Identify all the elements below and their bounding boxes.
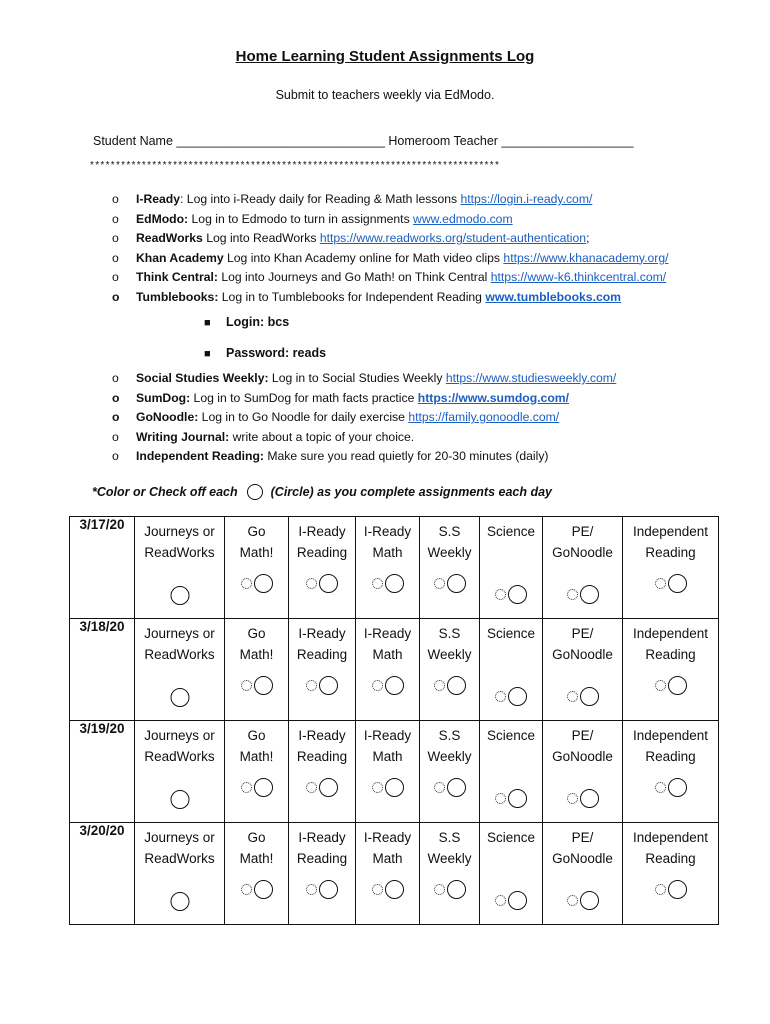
checkbox-circle-icon[interactable]	[434, 574, 466, 593]
bullet-icon: o	[112, 429, 119, 444]
assignment-cell	[623, 619, 719, 721]
list-item	[112, 249, 752, 269]
circle-icon	[385, 880, 404, 899]
assignment-cell	[356, 823, 420, 925]
assignment-cell	[356, 619, 420, 721]
resource-name: EdModo:	[136, 211, 189, 226]
assignment-cell	[543, 823, 623, 925]
table-row	[70, 721, 719, 823]
assignment-cell	[225, 517, 289, 619]
resource-list-top	[112, 190, 752, 308]
assignment-label: Journeys or ReadWorks	[144, 524, 215, 560]
tumblebooks-login	[204, 315, 289, 329]
assignment-label: PE/ GoNoodle	[552, 524, 613, 560]
dotted-circle-icon	[655, 578, 666, 589]
dotted-circle-icon	[434, 578, 445, 589]
dotted-circle-icon	[495, 793, 506, 804]
checkbox-circle-icon[interactable]	[567, 687, 599, 706]
circle-icon	[319, 676, 338, 695]
dotted-circle-icon	[372, 782, 383, 793]
assignment-cell	[480, 517, 543, 619]
checkbox-circle-icon[interactable]	[241, 880, 273, 899]
list-item	[112, 190, 752, 210]
resource-name: Writing Journal:	[136, 429, 230, 444]
dotted-circle-icon	[567, 793, 578, 804]
assignment-cell	[420, 721, 480, 823]
date-cell: 3/17/20	[70, 517, 135, 619]
dotted-circle-icon	[306, 578, 317, 589]
resource-name: Think Central:	[136, 270, 218, 285]
resource-name: Tumblebooks:	[136, 289, 219, 304]
assignment-label: Journeys or ReadWorks	[144, 830, 215, 866]
tumblebooks-login-text: Login: bcs	[226, 315, 290, 329]
resource-description: Log in to Edmodo to turn in assignments	[188, 211, 414, 226]
circle-icon	[668, 676, 687, 695]
bullet-icon: o	[112, 371, 119, 385]
assignment-cell	[480, 721, 543, 823]
resource-link[interactable]: https://login.i-ready.com/	[460, 192, 593, 206]
checkbox-circle-icon[interactable]	[372, 880, 404, 899]
resource-link[interactable]: https://www.sumdog.com/	[417, 390, 569, 405]
assignment-label: Go Math!	[239, 524, 274, 560]
dotted-circle-icon	[495, 589, 506, 600]
resource-description: : Log into i-Ready daily for Reading & Math lessons	[180, 192, 461, 206]
assignment-cell	[543, 721, 623, 823]
assignment-label: I-Ready Math	[363, 626, 412, 662]
dotted-circle-icon	[567, 691, 578, 702]
checkbox-circle-icon[interactable]	[372, 778, 404, 797]
dotted-circle-icon	[372, 884, 383, 895]
date-cell: 3/19/20	[70, 721, 135, 823]
bullet-icon: o	[112, 390, 120, 405]
assignment-label: I-Ready Math	[363, 524, 412, 560]
circle-icon	[447, 676, 466, 695]
assignment-cell	[225, 619, 289, 721]
assignment-label: Go Math!	[239, 626, 274, 662]
resource-link[interactable]: https://www.khanacademy.org/	[503, 250, 669, 265]
checkbox-circle-icon[interactable]	[495, 789, 527, 808]
date-cell: 3/18/20	[70, 619, 135, 721]
resource-link[interactable]: https://www-k6.thinkcentral.com/	[490, 270, 667, 285]
dotted-circle-icon	[495, 895, 506, 906]
circle-icon	[580, 585, 599, 604]
checkbox-circle-icon[interactable]	[655, 676, 687, 695]
tumblebooks-password-text: Password: reads	[226, 346, 327, 360]
list-item	[112, 229, 752, 249]
checkbox-circle-icon[interactable]	[567, 585, 599, 604]
list-item	[112, 288, 752, 308]
page-subtitle: Submit to teachers weekly via EdModo.	[275, 88, 495, 102]
resource-name: Khan Academy	[136, 250, 224, 265]
assignment-cell	[623, 517, 719, 619]
tumblebooks-password	[204, 346, 326, 360]
circle-icon	[385, 676, 404, 695]
checkbox-circle-icon[interactable]	[241, 778, 273, 797]
list-item	[112, 428, 752, 448]
assignment-label: Science	[486, 728, 536, 743]
assignment-cell	[356, 721, 420, 823]
checkbox-circle-icon[interactable]	[170, 892, 189, 911]
dotted-circle-icon	[567, 589, 578, 600]
assignment-label: Independent Reading	[632, 830, 709, 866]
assignment-label: I-Ready Reading	[296, 830, 348, 866]
page-title: Home Learning Student Assignments Log	[235, 48, 535, 65]
assignment-cell	[623, 721, 719, 823]
dotted-circle-icon	[241, 782, 252, 793]
checkbox-circle-icon[interactable]	[567, 891, 599, 910]
dotted-circle-icon	[306, 782, 317, 793]
bullet-icon: o	[112, 289, 120, 304]
table-row	[70, 517, 719, 619]
dotted-circle-icon	[306, 680, 317, 691]
divider-stars: *******************************************************************************	[90, 160, 501, 171]
circle-icon	[447, 778, 466, 797]
assignment-label: PE/ GoNoodle	[552, 830, 613, 866]
circle-icon	[319, 574, 338, 593]
dotted-circle-icon	[434, 782, 445, 793]
circle-icon	[447, 574, 466, 593]
assignment-cell	[420, 619, 480, 721]
assignment-label: Journeys or ReadWorks	[144, 728, 215, 764]
assignment-cell	[420, 823, 480, 925]
assignment-cell	[356, 517, 420, 619]
checkbox-circle-icon[interactable]	[495, 891, 527, 910]
bullet-icon: o	[112, 410, 120, 425]
assignment-label: S.S Weekly	[427, 830, 472, 866]
checkbox-circle-icon[interactable]	[434, 778, 466, 797]
assignment-label: I-Ready Math	[363, 830, 412, 866]
circle-icon	[447, 880, 466, 899]
list-item	[112, 447, 752, 467]
circle-icon	[254, 574, 273, 593]
resource-description: Log in to Go Noodle for daily exercise	[198, 410, 409, 425]
square-bullet-icon: ■	[204, 348, 211, 360]
assignment-cell	[543, 517, 623, 619]
dotted-circle-icon	[306, 884, 317, 895]
assignment-label: Science	[486, 626, 536, 641]
assignment-cell	[420, 517, 480, 619]
dotted-circle-icon	[567, 895, 578, 906]
resource-name: ReadWorks	[136, 231, 203, 246]
resource-description: write about a topic of your choice.	[229, 429, 415, 444]
resource-list-bottom	[112, 369, 752, 467]
assignment-label: Go Math!	[239, 830, 274, 866]
assignment-cell	[135, 721, 225, 823]
checkbox-circle-icon[interactable]	[170, 688, 189, 707]
circle-icon	[247, 484, 263, 500]
assignment-label: S.S Weekly	[427, 524, 472, 560]
assignment-cell	[135, 517, 225, 619]
circle-icon	[254, 778, 273, 797]
circle-icon	[508, 585, 527, 604]
assignment-cell	[135, 619, 225, 721]
assignment-cell	[289, 517, 356, 619]
checkbox-circle-icon[interactable]	[241, 574, 273, 593]
checkbox-circle-icon[interactable]	[434, 880, 466, 899]
assignment-cell	[623, 823, 719, 925]
checkbox-circle-icon[interactable]	[306, 880, 338, 899]
resource-description: Log in to SumDog for math facts practice	[190, 390, 418, 405]
checkbox-circle-icon[interactable]	[306, 778, 338, 797]
resource-description: Log into Khan Academy online for Math video clips	[223, 250, 504, 265]
resource-link[interactable]: www.edmodo.com	[413, 211, 513, 226]
bullet-icon: o	[112, 192, 119, 206]
resource-description: Make sure you read quietly for 20-30 minutes (daily)	[263, 449, 549, 464]
checkbox-circle-icon[interactable]	[434, 676, 466, 695]
bullet-icon: o	[112, 270, 119, 285]
list-item	[112, 369, 752, 389]
assignment-label: I-Ready Reading	[296, 626, 348, 662]
assignment-log-table	[69, 516, 719, 925]
assignment-label: I-Ready Reading	[296, 728, 348, 764]
resource-description: Log in to Social Studies Weekly	[268, 371, 446, 385]
resource-description: Log into Journeys and Go Math! on Think Central	[217, 270, 491, 285]
circle-icon	[580, 891, 599, 910]
date-cell: 3/20/20	[70, 823, 135, 925]
resource-suffix: ;	[586, 231, 590, 246]
assignment-label: PE/ GoNoodle	[552, 728, 613, 764]
assignment-label: Science	[486, 830, 536, 845]
assignment-cell	[289, 721, 356, 823]
assignment-label: Journeys or ReadWorks	[144, 626, 215, 662]
checkbox-circle-icon[interactable]	[241, 676, 273, 695]
dotted-circle-icon	[434, 680, 445, 691]
checkbox-circle-icon[interactable]	[372, 574, 404, 593]
list-item	[112, 408, 752, 428]
dotted-circle-icon	[655, 680, 666, 691]
circle-icon	[254, 676, 273, 695]
square-bullet-icon: ■	[204, 317, 211, 329]
circle-icon	[508, 891, 527, 910]
circle-icon	[319, 880, 338, 899]
assignment-cell	[225, 721, 289, 823]
dotted-circle-icon	[241, 578, 252, 589]
student-name-line: Student Name ______________________________ Homeroom Teacher ___________________	[93, 134, 634, 148]
assignment-cell	[225, 823, 289, 925]
circle-icon	[668, 880, 687, 899]
circle-icon	[668, 778, 687, 797]
resource-name: SumDog:	[136, 390, 191, 405]
resource-link[interactable]: https://www.readworks.org/student-authentication	[319, 231, 587, 246]
checkbox-circle-icon[interactable]	[655, 574, 687, 593]
instructions-before: *Color or Check off each	[92, 485, 238, 499]
circle-icon	[319, 778, 338, 797]
resource-name: GoNoodle:	[136, 410, 199, 425]
resource-link[interactable]: https://family.gonoodle.com/	[408, 410, 560, 425]
checkbox-circle-icon[interactable]	[372, 676, 404, 695]
checkbox-circle-icon[interactable]	[495, 687, 527, 706]
resource-name: Independent Reading:	[136, 449, 264, 464]
checkbox-circle-icon[interactable]	[495, 585, 527, 604]
dotted-circle-icon	[655, 782, 666, 793]
checkbox-circle-icon[interactable]	[170, 790, 189, 809]
assignment-label: Independent Reading	[632, 728, 709, 764]
assignment-label: I-Ready Reading	[296, 524, 348, 560]
checkbox-circle-icon[interactable]	[170, 586, 189, 605]
circle-icon	[580, 789, 599, 808]
assignment-label: S.S Weekly	[427, 626, 472, 662]
assignment-label: S.S Weekly	[427, 728, 472, 764]
circle-icon	[668, 574, 687, 593]
bullet-icon: o	[112, 231, 119, 246]
circle-icon	[385, 778, 404, 797]
assignment-label: Independent Reading	[632, 524, 709, 560]
list-item	[112, 268, 752, 288]
bullet-icon: o	[112, 211, 119, 226]
assignment-cell	[480, 619, 543, 721]
assignment-label: Independent Reading	[632, 626, 709, 662]
instructions	[92, 484, 552, 500]
circle-icon	[385, 574, 404, 593]
table-row	[70, 619, 719, 721]
circle-icon	[254, 880, 273, 899]
dotted-circle-icon	[241, 884, 252, 895]
assignment-cell	[289, 823, 356, 925]
assignment-label: PE/ GoNoodle	[552, 626, 613, 662]
checkbox-circle-icon[interactable]	[655, 880, 687, 899]
resource-name: Social Studies Weekly:	[136, 371, 269, 385]
resource-name: I-Ready	[136, 192, 181, 206]
instructions-after: (Circle) as you complete assignments each day	[270, 485, 552, 499]
checkbox-circle-icon[interactable]	[567, 789, 599, 808]
dotted-circle-icon	[495, 691, 506, 702]
assignment-cell	[135, 823, 225, 925]
checkbox-circle-icon[interactable]	[306, 676, 338, 695]
dotted-circle-icon	[655, 884, 666, 895]
assignment-label: Science	[486, 524, 536, 539]
bullet-icon: o	[112, 449, 119, 464]
assignment-label: I-Ready Math	[363, 728, 412, 764]
resource-link[interactable]: https://www.studiesweekly.com/	[445, 371, 617, 385]
list-item	[112, 210, 752, 230]
dotted-circle-icon	[372, 578, 383, 589]
dotted-circle-icon	[372, 680, 383, 691]
table-row	[70, 823, 719, 925]
list-item	[112, 389, 752, 409]
circle-icon	[508, 789, 527, 808]
assignment-cell	[543, 619, 623, 721]
circle-icon	[508, 687, 527, 706]
dotted-circle-icon	[241, 680, 252, 691]
circle-icon	[580, 687, 599, 706]
resource-description: Log in to Tumblebooks for Independent Reading	[218, 289, 486, 304]
checkbox-circle-icon[interactable]	[306, 574, 338, 593]
dotted-circle-icon	[434, 884, 445, 895]
bullet-icon: o	[112, 250, 119, 265]
resource-description: Log into ReadWorks	[202, 231, 320, 246]
checkbox-circle-icon[interactable]	[655, 778, 687, 797]
assignment-cell	[480, 823, 543, 925]
assignment-label: Go Math!	[239, 728, 274, 764]
assignment-cell	[289, 619, 356, 721]
resource-link[interactable]: www.tumblebooks.com	[485, 289, 622, 304]
